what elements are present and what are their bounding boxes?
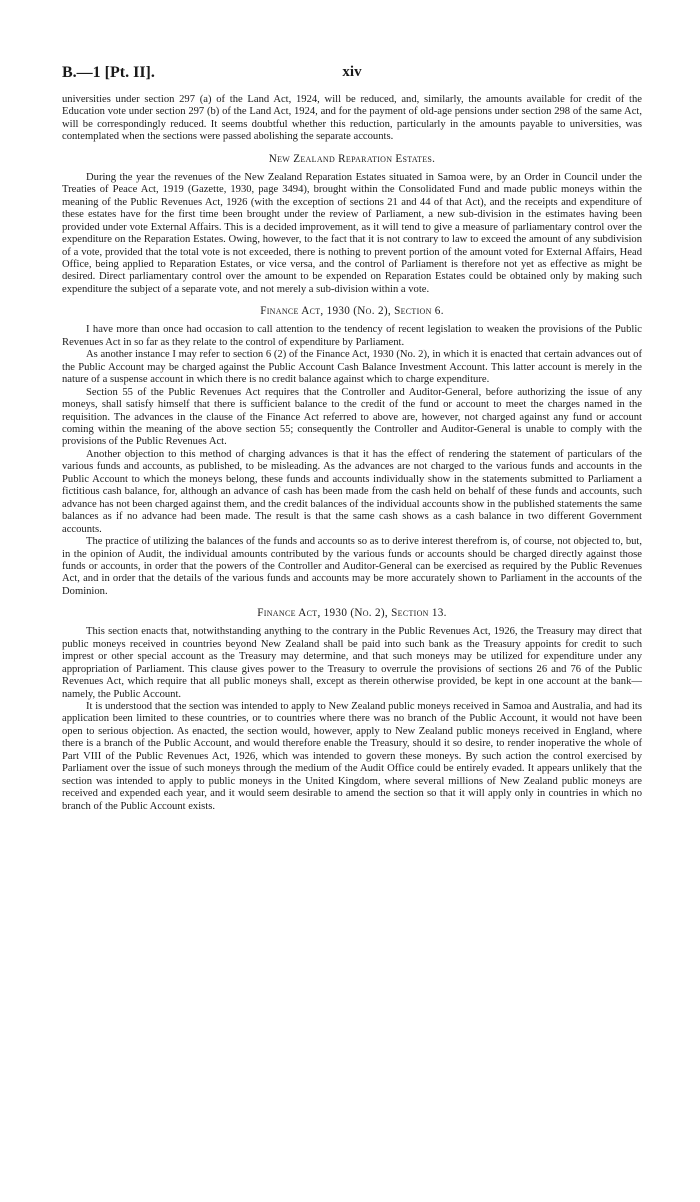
paragraph: As another instance I may refer to section 6 (2) of the Finance Act, 1930 (No. 2), in which it is enacted that certain advances out of the Public Account may be charged against the Public Account Cash Balance Investment Account. This latter account is merely in the nature of a suspense account in which there is no credit balance against which to charge expenditure.: [62, 349, 642, 386]
paragraph: This section enacts that, notwithstanding anything to the contrary in the Public Revenues Act, 1926, the Treasury may direct that public moneys received in countries beyond New Zealand shall be paid into such bank as the Treasury appoints for credit to such imprest or other special account as the Treasury may determine, and that such moneys may be utilized for expenditure under any appropriation of Parliament. This clause gives power to the Treasury to overrule the provisions of sections 26 and 76 of the Public Revenues Act, which require that all public moneys shall, except as therein otherwise provided, be kept in one account at the bank—namely, the Public Account.: [62, 626, 642, 700]
section-heading: New Zealand Reparation Estates.: [268, 152, 436, 165]
document-body: [62, 94, 642, 813]
section-heading: Finance Act, 1930 (No. 2), Section 13.: [257, 607, 447, 620]
page-number: xiv: [342, 64, 362, 80]
page-header: [62, 64, 642, 88]
paragraph: The practice of utilizing the balances of the funds and accounts so as to derive interest therefrom is, of course, not objected to, but, in the opinion of Audit, the individual amounts contributed by the various funds or accounts should be charged directly against those funds or accounts, in order that the powers of the Controller and Auditor-General can be exercised as required by the Public Revenues Act, and in order that the details of the various funds and accounts may be more accurately shown to Parliament in the accounts of the Dominion.: [62, 536, 642, 597]
paragraph: During the year the revenues of the New Zealand Reparation Estates situated in Samoa were, by an Order in Council under the Treaties of Peace Act, 1919 (Gazette, 1930, page 3494), brought within the Consolidated Fund and made public moneys within the meaning of the Public Revenues Act, 1926 (with the exception of sections 21 and 44 of that Act), and the receipts and expenditure of these estates have for the first time been brought under the review of Parliament, a new sub-division in the estimates having been provided under vote External Affairs. This is a decided improvement, as it will tend to give a measure of parliamentary control over the expenditure on the Reparation Estates. Owing, however, to the fact that it is not contrary to law to exceed the amount of any subdivision of a vote, provided that the total vote is not exceeded, there is nothing to prevent portion of the amount voted for External Affairs, Head Office, being applied to Reparation Estates, or vice versa, and the control of Parliament is therefore not yet as effective as might be desired. Direct parliamentary control over the amount to be expended on Reparation Estates could be obtained only by making such expenditure the subject of a separate vote, and not merely a sub-division within a vote.: [62, 171, 642, 295]
section-heading: Finance Act, 1930 (No. 2), Section 6.: [260, 305, 444, 318]
document-reference: B.—1 [Pt. II].: [62, 64, 155, 81]
paragraph: Another objection to this method of charging advances is that it has the effect of rendering the statement of particulars of the various funds and accounts, as published, to be misleading. As the advances are not charged to the various funds and accounts in the Public Account to which the moneys belong, these funds and accounts individually show in the statements submitted to Parliament a fictitious cash balance, for, although an advance of cash has been made from the cash held on behalf of these funds and accounts, such advance has not been charged against them, and the credit balances of the individual accounts show in the published statements the same balances as if no advance had been made. The result is that the same cash shows as a cash balance in two different Government accounts.: [62, 448, 642, 535]
paragraph: It is understood that the section was intended to apply to New Zealand public moneys received in Samoa and Australia, and had its application been limited to these countries, or to countries where there was no branch of the Public Account, it would not have been open to serious objection. As enacted, the section would, however, apply to New Zealand public moneys received in England, where there is a branch of the Public Account, and would therefore enable the Treasury, should it so desire, to render inoperative the whole of Part VIII of the Public Revenues Act, 1926, which was intended to govern these moneys. By such action the control exercised by Parliament over the issue of such moneys through the medium of the Audit Office could be entirely evaded. It appears unlikely that the section was intended to apply to public moneys in the United Kingdom, where several millions of New Zealand public moneys are received and expended each year, and it would seem desirable to amend the section so that it will apply only in countries in which no branch of the Public Account exists.: [62, 701, 642, 812]
paragraph: universities under section 297 (a) of the Land Act, 1924, will be reduced, and, similarly, the amounts available for credit of the Education vote under section 297 (b) of the Land Act, 1924, and for the payment of old-age pensions under section 298 of the same Act, will be correspondingly reduced. It seems doubtful whether this reduction, particularly in the amounts payable to universities, was contemplated when the sections were passed abolishing the separate accounts.: [62, 94, 642, 143]
paragraph: I have more than once had occasion to call attention to the tendency of recent legislation to weaken the provisions of the Public Revenues Act in so far as they relate to the control of expenditure by Parliament.: [62, 324, 642, 348]
paragraph: Section 55 of the Public Revenues Act requires that the Controller and Auditor-General, before authorizing the issue of any moneys, shall satisfy himself that there is sufficient balance to the credit of the fund or account to meet the charges named in the requisition. The advances in the clause of the Finance Act referred to above are, however, not charged against any fund or account coming within the meaning of the above section 55; consequently the Controller and Auditor-General is unable to comply with the provisions of the Public Revenues Act.: [62, 386, 642, 448]
